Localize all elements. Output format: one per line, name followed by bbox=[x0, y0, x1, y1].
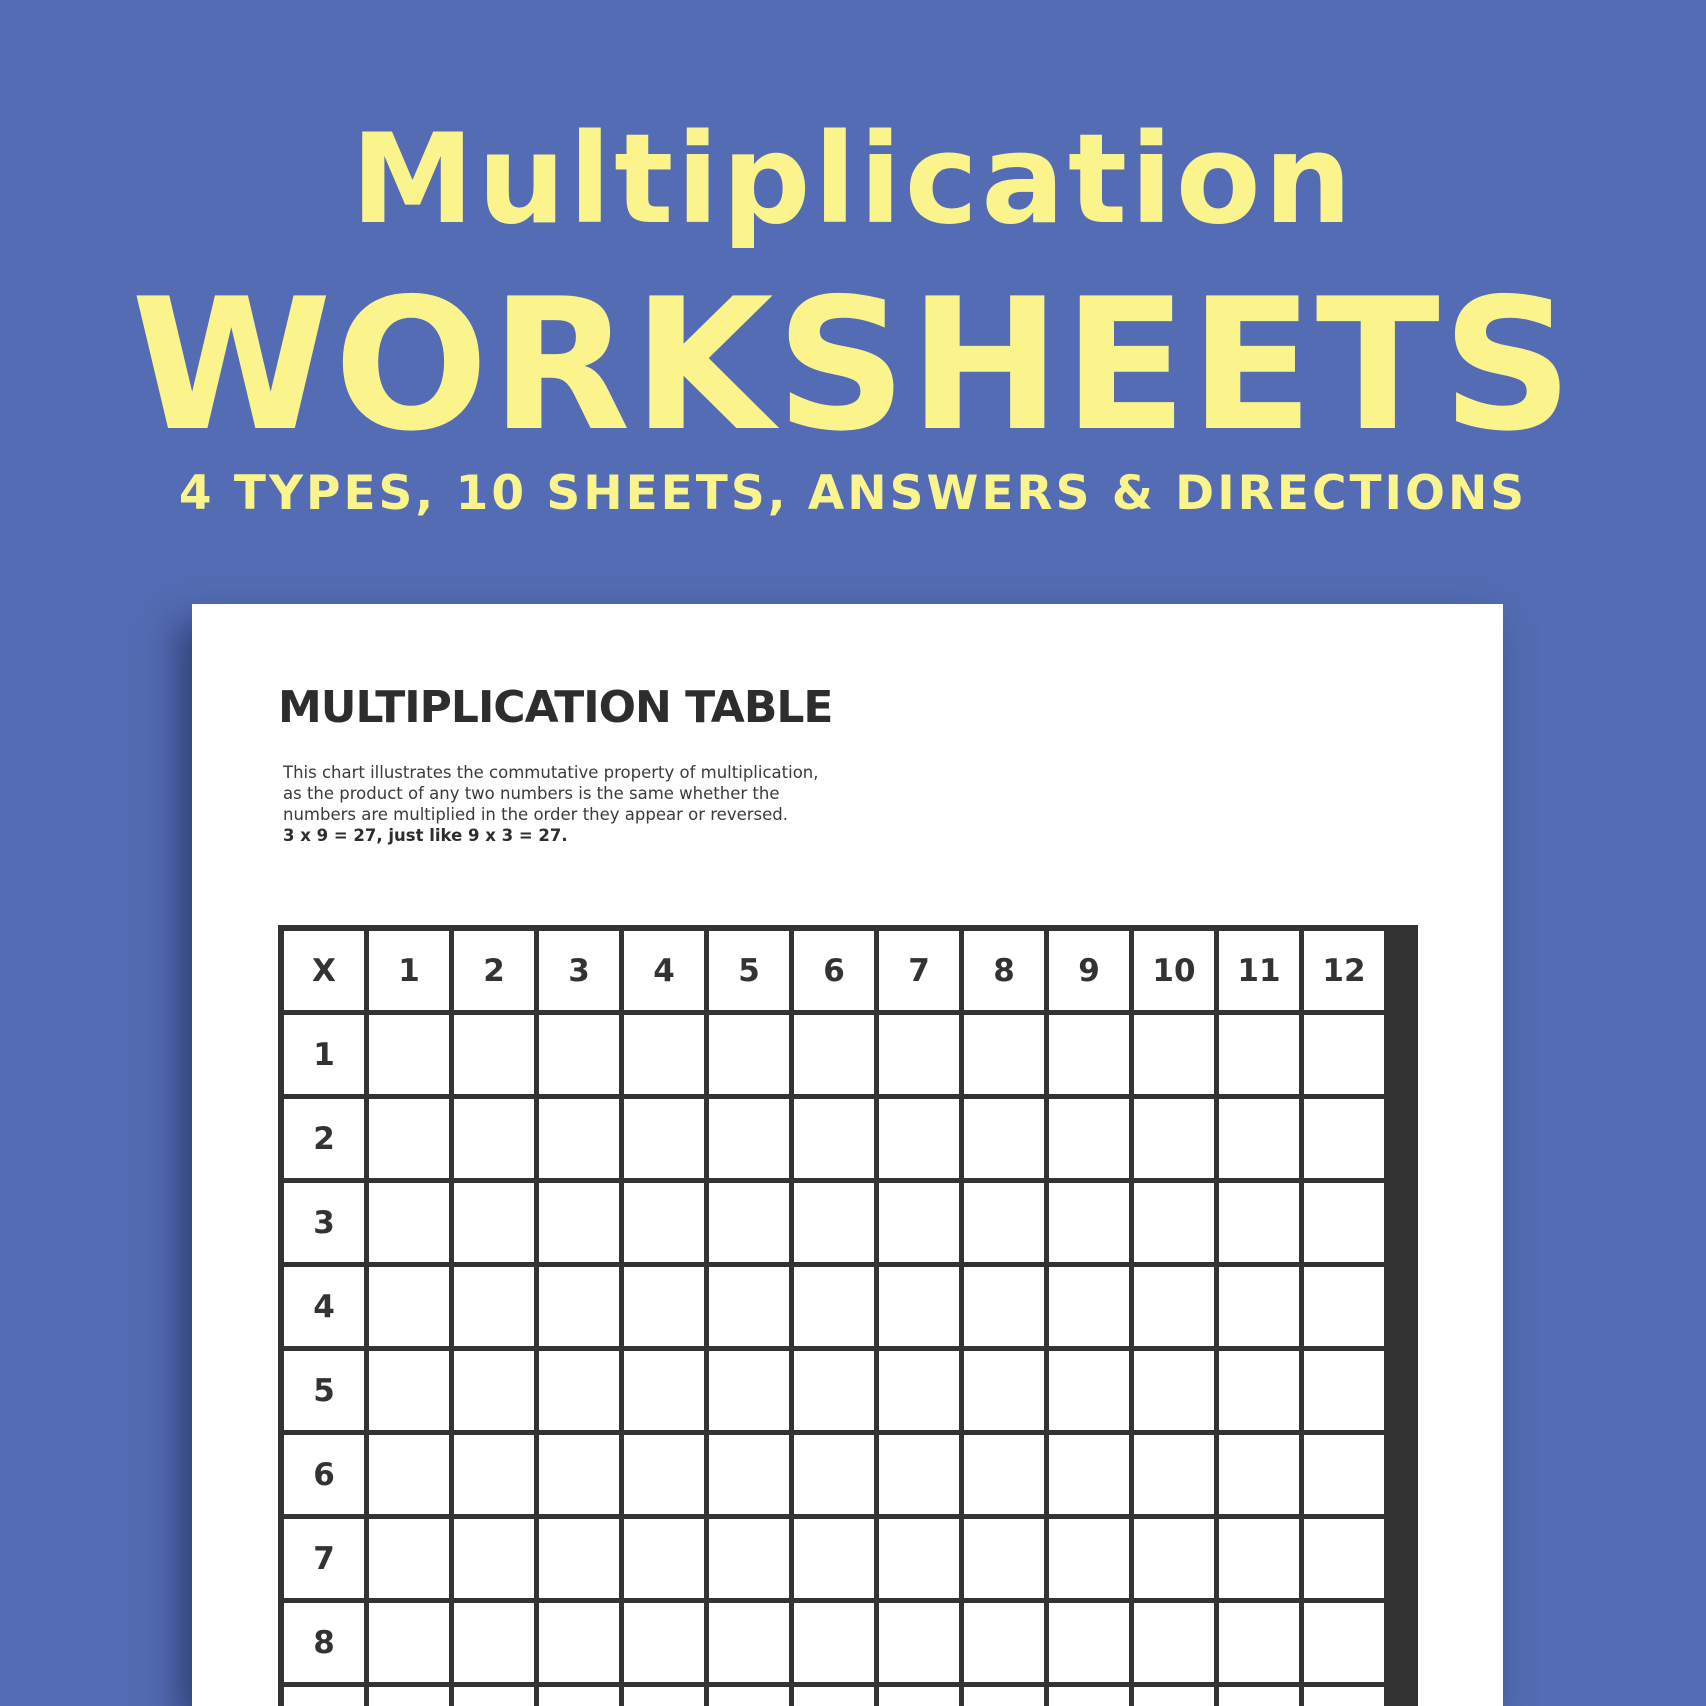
multiplication-grid bbox=[284, 931, 1384, 1706]
answer-cell bbox=[964, 1351, 1044, 1430]
cover-header bbox=[0, 0, 1706, 600]
answer-cell bbox=[1219, 1519, 1299, 1598]
answer-cell bbox=[709, 1603, 789, 1682]
answer-cell bbox=[879, 1603, 959, 1682]
answer-cell bbox=[1219, 1351, 1299, 1430]
answer-cell bbox=[1049, 1015, 1129, 1094]
answer-cell bbox=[454, 1519, 534, 1598]
row-header-cell: 1 bbox=[284, 1015, 364, 1094]
answer-cell bbox=[369, 1267, 449, 1346]
column-header-cell: 1 bbox=[369, 931, 449, 1010]
answer-cell bbox=[794, 1519, 874, 1598]
column-header-cell: 12 bbox=[1304, 931, 1384, 1010]
answer-cell bbox=[624, 1687, 704, 1706]
worksheet-preview bbox=[192, 604, 1503, 1706]
sheet-description bbox=[283, 762, 903, 846]
answer-cell bbox=[794, 1015, 874, 1094]
answer-cell bbox=[369, 1015, 449, 1094]
subtitle: 4 TYPES, 10 SHEETS, ANSWERS & DIRECTIONS bbox=[178, 466, 1528, 521]
answer-cell bbox=[964, 1183, 1044, 1262]
answer-cell bbox=[1134, 1687, 1214, 1706]
answer-cell bbox=[539, 1603, 619, 1682]
description-line: numbers are multiplied in the order they appear or reversed. bbox=[283, 805, 788, 824]
description-line: as the product of any two numbers is the same whether the bbox=[283, 784, 780, 803]
answer-cell bbox=[1304, 1099, 1384, 1178]
answer-cell bbox=[709, 1351, 789, 1430]
title-multiplication: Multiplication bbox=[350, 108, 1356, 252]
row-header-cell: 2 bbox=[284, 1099, 364, 1178]
answer-cell bbox=[454, 1099, 534, 1178]
answer-cell bbox=[1049, 1099, 1129, 1178]
answer-cell bbox=[1049, 1351, 1129, 1430]
answer-cell bbox=[1219, 1687, 1299, 1706]
answer-cell bbox=[539, 1687, 619, 1706]
answer-cell bbox=[624, 1267, 704, 1346]
answer-cell bbox=[454, 1435, 534, 1514]
row-header-cell bbox=[284, 1687, 364, 1706]
answer-cell bbox=[454, 1351, 534, 1430]
row-header-cell: 6 bbox=[284, 1435, 364, 1514]
answer-cell bbox=[1304, 1687, 1384, 1706]
answer-cell bbox=[624, 1351, 704, 1430]
answer-cell bbox=[539, 1015, 619, 1094]
answer-cell bbox=[624, 1015, 704, 1094]
answer-cell bbox=[879, 1351, 959, 1430]
answer-cell bbox=[794, 1183, 874, 1262]
grid-corner-cell: X bbox=[284, 931, 364, 1010]
answer-cell bbox=[1049, 1267, 1129, 1346]
answer-cell bbox=[964, 1015, 1044, 1094]
answer-cell bbox=[879, 1435, 959, 1514]
column-header-cell: 11 bbox=[1219, 931, 1299, 1010]
answer-cell bbox=[1304, 1183, 1384, 1262]
answer-cell bbox=[1134, 1267, 1214, 1346]
answer-cell bbox=[879, 1267, 959, 1346]
column-header-cell: 5 bbox=[709, 931, 789, 1010]
answer-cell bbox=[879, 1183, 959, 1262]
answer-cell bbox=[1304, 1267, 1384, 1346]
column-header-cell: 10 bbox=[1134, 931, 1214, 1010]
answer-cell bbox=[1304, 1603, 1384, 1682]
answer-cell bbox=[879, 1519, 959, 1598]
answer-cell bbox=[709, 1183, 789, 1262]
answer-cell bbox=[964, 1519, 1044, 1598]
answer-cell bbox=[1304, 1351, 1384, 1430]
answer-cell bbox=[539, 1099, 619, 1178]
row-header-cell: 5 bbox=[284, 1351, 364, 1430]
answer-cell bbox=[794, 1267, 874, 1346]
answer-cell bbox=[1219, 1183, 1299, 1262]
answer-cell bbox=[709, 1435, 789, 1514]
description-line: This chart illustrates the commutative property of multiplication, bbox=[283, 763, 819, 782]
multiplication-grid-frame bbox=[278, 925, 1418, 1706]
answer-cell bbox=[369, 1519, 449, 1598]
answer-cell bbox=[1134, 1435, 1214, 1514]
answer-cell bbox=[454, 1183, 534, 1262]
answer-cell bbox=[709, 1099, 789, 1178]
column-header-cell: 4 bbox=[624, 931, 704, 1010]
sheet-title: MULTIPLICATION TABLE bbox=[278, 682, 833, 733]
answer-cell bbox=[964, 1099, 1044, 1178]
answer-cell bbox=[369, 1099, 449, 1178]
column-header-cell: 8 bbox=[964, 931, 1044, 1010]
answer-cell bbox=[1134, 1015, 1214, 1094]
answer-cell bbox=[964, 1687, 1044, 1706]
row-header-cell: 3 bbox=[284, 1183, 364, 1262]
answer-cell bbox=[539, 1267, 619, 1346]
example-line: 3 x 9 = 27, just like 9 x 3 = 27. bbox=[283, 826, 568, 845]
column-header-cell: 9 bbox=[1049, 931, 1129, 1010]
answer-cell bbox=[369, 1687, 449, 1706]
answer-cell bbox=[1049, 1435, 1129, 1514]
answer-cell bbox=[539, 1519, 619, 1598]
answer-cell bbox=[964, 1435, 1044, 1514]
answer-cell bbox=[1049, 1603, 1129, 1682]
answer-cell bbox=[794, 1435, 874, 1514]
answer-cell bbox=[709, 1687, 789, 1706]
column-header-cell: 6 bbox=[794, 931, 874, 1010]
answer-cell bbox=[369, 1603, 449, 1682]
answer-cell bbox=[879, 1099, 959, 1178]
answer-cell bbox=[624, 1519, 704, 1598]
answer-cell bbox=[1134, 1603, 1214, 1682]
answer-cell bbox=[794, 1351, 874, 1430]
answer-cell bbox=[1049, 1183, 1129, 1262]
answer-cell bbox=[1219, 1099, 1299, 1178]
answer-cell bbox=[454, 1603, 534, 1682]
answer-cell bbox=[454, 1687, 534, 1706]
answer-cell bbox=[794, 1687, 874, 1706]
answer-cell bbox=[624, 1099, 704, 1178]
answer-cell bbox=[964, 1267, 1044, 1346]
row-header-cell: 7 bbox=[284, 1519, 364, 1598]
answer-cell bbox=[1219, 1603, 1299, 1682]
column-header-cell: 7 bbox=[879, 931, 959, 1010]
answer-cell bbox=[1304, 1015, 1384, 1094]
answer-cell bbox=[454, 1267, 534, 1346]
answer-cell bbox=[964, 1603, 1044, 1682]
answer-cell bbox=[539, 1351, 619, 1430]
answer-cell bbox=[369, 1435, 449, 1514]
answer-cell bbox=[1304, 1435, 1384, 1514]
column-header-cell: 2 bbox=[454, 931, 534, 1010]
answer-cell bbox=[1049, 1687, 1129, 1706]
answer-cell bbox=[1134, 1099, 1214, 1178]
answer-cell bbox=[454, 1015, 534, 1094]
title-worksheets: WORKSHEETS bbox=[131, 259, 1575, 471]
answer-cell bbox=[1219, 1435, 1299, 1514]
answer-cell bbox=[1304, 1519, 1384, 1598]
column-header-cell: 3 bbox=[539, 931, 619, 1010]
answer-cell bbox=[624, 1183, 704, 1262]
answer-cell bbox=[624, 1435, 704, 1514]
answer-cell bbox=[1134, 1183, 1214, 1262]
answer-cell bbox=[539, 1183, 619, 1262]
answer-cell bbox=[794, 1603, 874, 1682]
answer-cell bbox=[709, 1267, 789, 1346]
answer-cell bbox=[879, 1687, 959, 1706]
answer-cell bbox=[709, 1015, 789, 1094]
row-header-cell: 8 bbox=[284, 1603, 364, 1682]
answer-cell bbox=[879, 1015, 959, 1094]
answer-cell bbox=[1219, 1267, 1299, 1346]
answer-cell bbox=[794, 1099, 874, 1178]
answer-cell bbox=[369, 1183, 449, 1262]
answer-cell bbox=[1134, 1351, 1214, 1430]
answer-cell bbox=[369, 1351, 449, 1430]
row-header-cell: 4 bbox=[284, 1267, 364, 1346]
answer-cell bbox=[1049, 1519, 1129, 1598]
answer-cell bbox=[539, 1435, 619, 1514]
answer-cell bbox=[1219, 1015, 1299, 1094]
answer-cell bbox=[1134, 1519, 1214, 1598]
answer-cell bbox=[709, 1519, 789, 1598]
answer-cell bbox=[624, 1603, 704, 1682]
